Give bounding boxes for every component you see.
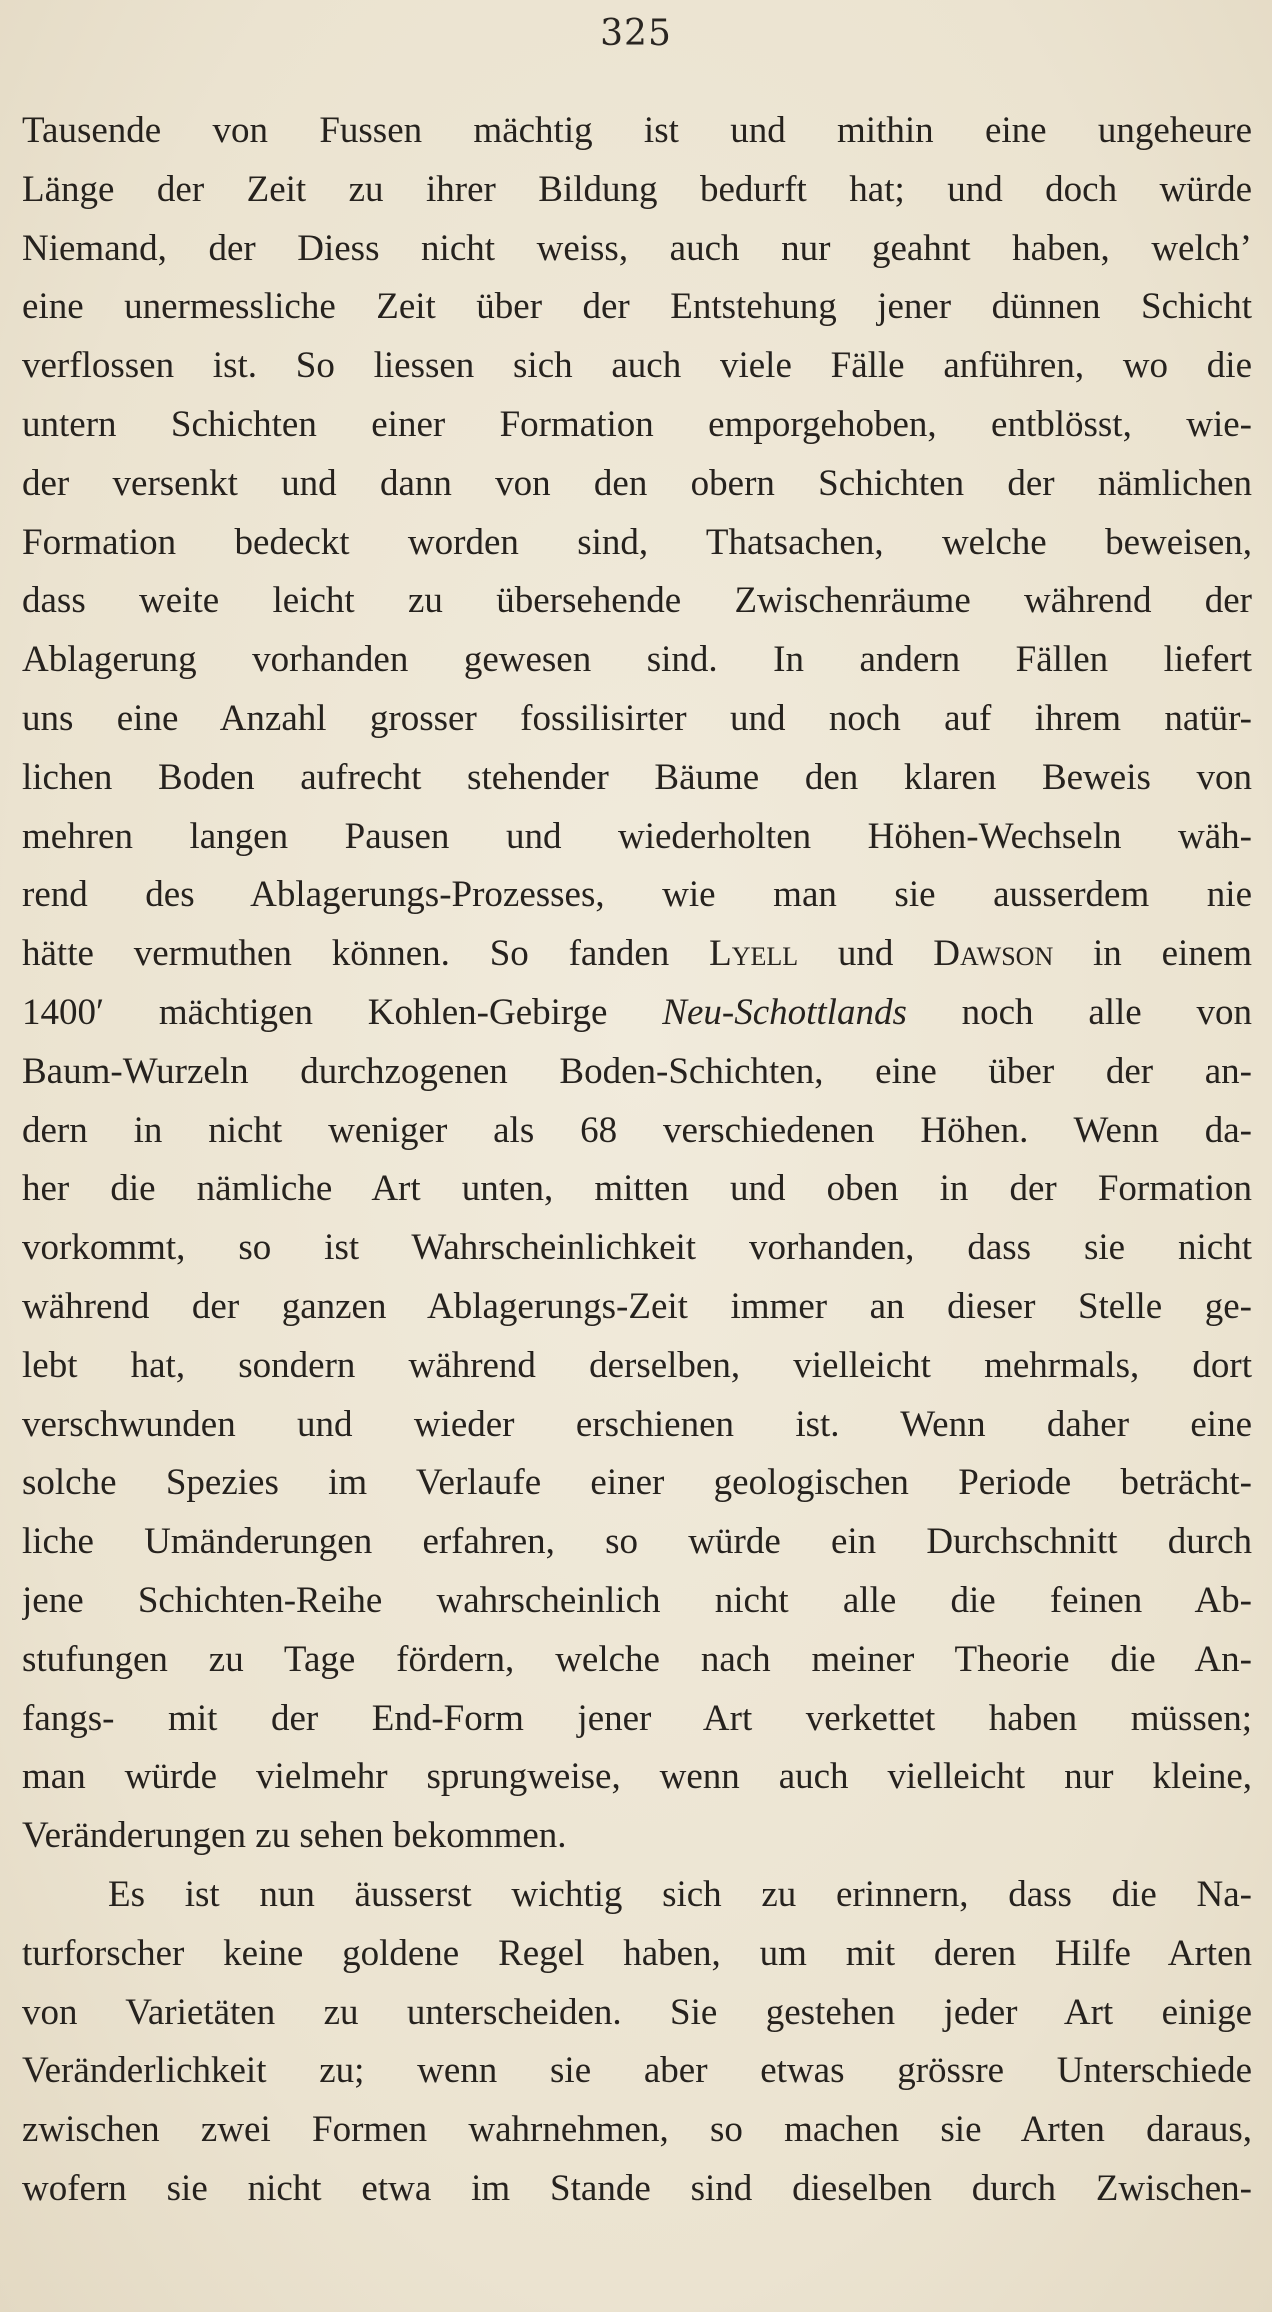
text-line: her die nämliche Art unten, mitten und oben in der Formation	[22, 1168, 1252, 1210]
text-line: von Varietäten zu unterscheiden. Sie gestehen jeder Art einige	[22, 1991, 1252, 2033]
text-line: jene Schichten-Reihe wahrscheinlich nicht alle die feinen Ab-	[22, 1579, 1252, 1621]
text-line: fangs- mit der End-Form jener Art verkettet haben müssen;	[22, 1697, 1252, 1739]
text-line: solche Spezies im Verlaufe einer geologischen Periode beträcht-	[22, 1462, 1252, 1504]
text-line: verschwunden und wieder erschienen ist. Wenn daher eine	[22, 1403, 1252, 1445]
text-line: turforscher keine goldene Regel haben, um mit deren Hilfe Arten	[22, 1932, 1252, 1974]
text-line	[22, 925, 1252, 984]
text-line: vorkommt, so ist Wahrscheinlichkeit vorhanden, dass sie nicht	[22, 1227, 1252, 1269]
page-number: 325	[600, 13, 672, 54]
text-line: rend des Ablagerungs-Prozesses, wie man sie ausserdem nie	[22, 874, 1252, 916]
text-line: Baum-Wurzeln durchzogenen Boden-Schichten, eine über der an-	[22, 1050, 1252, 1092]
text-line: Ablagerung vorhanden gewesen sind. In andern Fällen liefert	[22, 639, 1252, 681]
text-line: Formation bedeckt worden sind, Thatsachen, welche beweisen,	[22, 521, 1252, 563]
text-line: liche Umänderungen erfahren, so würde ein Durchschnitt durch	[22, 1521, 1252, 1563]
text-line: man würde vielmehr sprungweise, wenn auch vielleicht nur kleine,	[22, 1756, 1252, 1798]
text-line: während der ganzen Ablagerungs-Zeit immer an dieser Stelle ge-	[22, 1285, 1252, 1327]
text-line: zwischen zwei Formen wahrnehmen, so machen sie Arten daraus,	[22, 2109, 1252, 2151]
text-line: lebt hat, sondern während derselben, vielleicht mehrmals, dort	[22, 1344, 1252, 1386]
author-name: Lyell	[709, 933, 799, 975]
text-line: dass weite leicht zu übersehende Zwischenräume während der	[22, 580, 1252, 622]
text-line: verflossen ist. So liessen sich auch viele Fälle anführen, wo die	[22, 345, 1252, 387]
text-line: Veränderungen zu sehen bekommen.	[22, 1815, 567, 1857]
paragraph-2	[22, 1866, 1252, 2219]
text-line	[22, 984, 1252, 1043]
text-line: dern in nicht weniger als 68 verschiedenen Höhen. Wenn da-	[22, 1109, 1252, 1151]
author-name: Dawson	[933, 933, 1054, 975]
text-line: der versenkt und dann von den obern Schichten der nämlichen	[22, 462, 1252, 504]
place-name: Neu-Schottlands	[662, 991, 907, 1033]
line-text: noch alle von	[906, 991, 1252, 1033]
text-line: uns eine Anzahl grosser fossilisirter und noch auf ihrem natür-	[22, 697, 1252, 739]
text-line: Länge der Zeit zu ihrer Bildung bedurft hat; und doch würde	[22, 168, 1252, 210]
text-line: eine unermessliche Zeit über der Entstehung jener dünnen Schicht	[22, 286, 1252, 328]
text-line: untern Schichten einer Formation emporgehoben, entblösst, wie-	[22, 403, 1252, 445]
text-line: Tausende von Fussen mächtig ist und mithin eine ungeheure	[22, 110, 1252, 151]
text-line: mehren langen Pausen und wiederholten Höhen-Wechseln wäh-	[22, 815, 1252, 857]
paragraph-1	[22, 102, 1252, 1866]
line-text: hätte vermuthen können. So fanden	[22, 933, 710, 975]
text-line: lichen Boden aufrecht stehender Bäume den klaren Beweis von	[22, 756, 1252, 798]
body-text	[22, 102, 1252, 2219]
line-text: in einem	[1053, 933, 1252, 975]
text-line: Niemand, der Diess nicht weiss, auch nur geahnt haben, welch’	[22, 227, 1252, 269]
line-text: 1400′ mächtigen Kohlen-Gebirge	[22, 991, 663, 1033]
text-line: wofern sie nicht etwa im Stande sind dieselben durch Zwischen-	[22, 2167, 1252, 2209]
text-line: Veränderlichkeit zu; wenn sie aber etwas grössre Unterschiede	[22, 2050, 1252, 2092]
line-text: und	[798, 933, 934, 975]
text-line: stufungen zu Tage fördern, welche nach meiner Theorie die An-	[22, 1638, 1252, 1680]
text-line: Es ist nun äusserst wichtig sich zu erinnern, dass die Na-	[108, 1873, 1252, 1915]
